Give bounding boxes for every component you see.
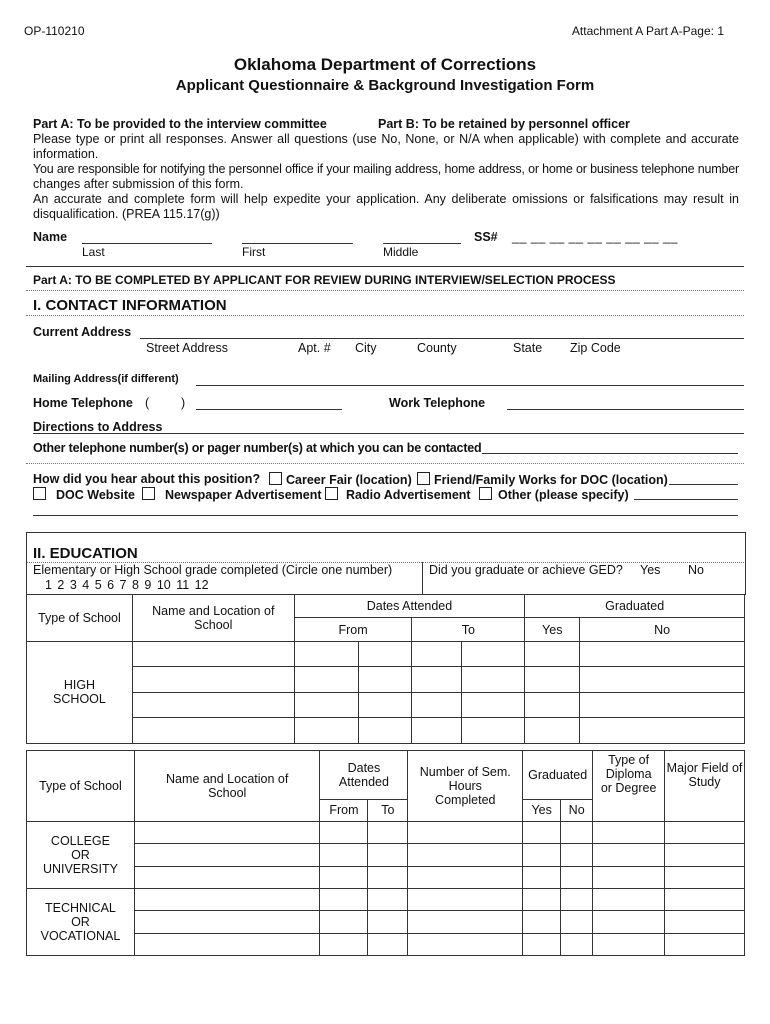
- technical-cell[interactable]: [665, 911, 745, 933]
- college-cell[interactable]: [408, 866, 523, 888]
- hs-graduated-header: Graduated: [525, 595, 745, 618]
- name-label: Name: [33, 230, 68, 244]
- technical-cell[interactable]: [320, 911, 368, 933]
- middle-name-field[interactable]: [383, 243, 461, 244]
- part-b-note: Part B: To be retained by personnel officer: [378, 117, 630, 131]
- form-subtitle: Applicant Questionnaire & Background Investigation Form: [175, 77, 595, 94]
- college-diploma-header: Type of Diploma or Degree: [593, 751, 665, 822]
- hs-yes-header: Yes: [525, 618, 580, 641]
- hs-cell[interactable]: [132, 667, 294, 693]
- technical-cell[interactable]: [320, 888, 368, 910]
- technical-cell[interactable]: [561, 911, 593, 933]
- college-dates-header: Dates Attended: [320, 751, 408, 800]
- ssn-field[interactable]: __ __ __ __ __ __ __ __ __: [512, 230, 678, 244]
- technical-cell[interactable]: [523, 888, 561, 910]
- technical-cell[interactable]: [134, 911, 320, 933]
- college-to-header: To: [368, 799, 408, 821]
- other-checkbox[interactable]: [479, 487, 492, 500]
- technical-cell[interactable]: [134, 888, 320, 910]
- hs-cell[interactable]: [525, 641, 580, 667]
- technical-cell[interactable]: [134, 933, 320, 955]
- grade-options[interactable]: 1 2 3 4 5 6 7 8 9 10 11 12: [45, 578, 209, 592]
- hs-cell[interactable]: [412, 718, 462, 744]
- hear-question: How did you hear about this position?: [33, 472, 261, 486]
- career-fair-option[interactable]: Career Fair (location): [269, 472, 412, 487]
- college-cell[interactable]: [561, 866, 593, 888]
- home-telephone-label: Home Telephone: [33, 396, 133, 410]
- hs-cell[interactable]: [462, 692, 525, 718]
- part-a-note: Part A: To be provided to the interview committee: [33, 117, 327, 131]
- college-cell[interactable]: [134, 866, 320, 888]
- college-table: [26, 750, 745, 956]
- technical-cell[interactable]: [368, 888, 408, 910]
- technical-cell[interactable]: [593, 933, 665, 955]
- college-cell[interactable]: [523, 822, 561, 844]
- college-cell[interactable]: [561, 844, 593, 866]
- college-cell[interactable]: [593, 866, 665, 888]
- technical-cell[interactable]: [665, 933, 745, 955]
- college-yes-header: Yes: [523, 799, 561, 821]
- hs-to-header: To: [412, 618, 525, 641]
- college-cell[interactable]: [320, 866, 368, 888]
- other-telephone-label: Other telephone number(s) or pager number(s) at which you can be contacted: [33, 441, 482, 455]
- college-graduated-header: Graduated: [523, 751, 593, 800]
- hs-cell[interactable]: [358, 718, 412, 744]
- college-major-header: Major Field of Study: [665, 751, 745, 822]
- first-label: First: [242, 245, 266, 259]
- college-cell[interactable]: [523, 866, 561, 888]
- college-cell[interactable]: [408, 822, 523, 844]
- technical-row-label: TECHNICAL OR VOCATIONAL: [27, 888, 135, 955]
- technical-cell[interactable]: [561, 933, 593, 955]
- other-specify-field[interactable]: [634, 499, 738, 500]
- college-cell[interactable]: [665, 866, 745, 888]
- college-name-header: Name and Location of School: [134, 751, 320, 822]
- page-label: Attachment A Part A-Page: 1: [571, 24, 724, 38]
- ged-no[interactable]: No: [688, 563, 704, 577]
- contact-heading: I. CONTACT INFORMATION: [33, 297, 227, 314]
- college-cell[interactable]: [320, 844, 368, 866]
- college-cell[interactable]: [523, 844, 561, 866]
- education-heading: II. EDUCATION: [33, 545, 138, 562]
- college-cell[interactable]: [665, 822, 745, 844]
- instructions-line: An accurate and complete form will help expedite your application. Any deliberate omissions or falsifications may result in: [33, 192, 739, 206]
- hs-cell[interactable]: [132, 641, 294, 667]
- hs-no-header: No: [580, 618, 745, 641]
- divider: [26, 463, 744, 464]
- hs-cell[interactable]: [358, 641, 412, 667]
- hs-row-label: HIGH SCHOOL: [27, 641, 133, 743]
- friend-family-checkbox[interactable]: [417, 472, 430, 485]
- college-cell[interactable]: [320, 822, 368, 844]
- newspaper-option[interactable]: Newspaper Advertisement: [142, 487, 322, 502]
- instructions-line: disqualification. (PREA 115.17(g)): [33, 207, 220, 221]
- technical-cell[interactable]: [523, 933, 561, 955]
- divider: [422, 562, 423, 594]
- college-cell[interactable]: [408, 844, 523, 866]
- other-telephone-field[interactable]: [482, 453, 738, 454]
- college-cell[interactable]: [368, 822, 408, 844]
- hs-cell[interactable]: [412, 667, 462, 693]
- college-type-header: Type of School: [27, 751, 135, 822]
- middle-label: Middle: [383, 245, 419, 259]
- hs-cell[interactable]: [525, 718, 580, 744]
- hs-cell[interactable]: [525, 667, 580, 693]
- high-school-table: [26, 594, 745, 744]
- city-label: City: [355, 341, 377, 355]
- ged-yes[interactable]: Yes: [640, 563, 661, 577]
- college-row-label: COLLEGE OR UNIVERSITY: [27, 822, 135, 889]
- technical-cell[interactable]: [561, 888, 593, 910]
- area-code-close: ): [181, 396, 186, 410]
- hs-cell[interactable]: [462, 718, 525, 744]
- work-telephone-field[interactable]: [507, 409, 744, 410]
- hs-cell[interactable]: [358, 692, 412, 718]
- grade-question: Elementary or High School grade completed (Circle one number): [33, 563, 393, 577]
- college-hours-header: Number of Sem. Hours Completed: [408, 751, 523, 822]
- hs-cell[interactable]: [580, 667, 745, 693]
- hs-cell[interactable]: [294, 641, 358, 667]
- directions-label: Directions to Address: [33, 420, 163, 434]
- other-option[interactable]: Other (please specify): [479, 487, 629, 502]
- college-cell[interactable]: [593, 822, 665, 844]
- technical-cell[interactable]: [523, 911, 561, 933]
- directions-field[interactable]: [33, 433, 744, 434]
- college-cell[interactable]: [593, 844, 665, 866]
- hs-cell[interactable]: [294, 692, 358, 718]
- instructions-line: information.: [33, 147, 99, 161]
- technical-cell[interactable]: [320, 933, 368, 955]
- hs-cell[interactable]: [132, 692, 294, 718]
- doc-website-checkbox[interactable]: [33, 487, 46, 500]
- technical-cell[interactable]: [593, 888, 665, 910]
- college-cell[interactable]: [368, 866, 408, 888]
- street-label: Street Address: [146, 341, 228, 355]
- technical-cell[interactable]: [665, 888, 745, 910]
- college-cell[interactable]: [134, 844, 320, 866]
- ged-question: Did you graduate or achieve GED?: [429, 563, 623, 577]
- form-number: OP-110210: [24, 24, 85, 38]
- friend-location-field[interactable]: [669, 484, 738, 485]
- apt-label: Apt. #: [298, 341, 331, 355]
- current-address-label: Current Address: [33, 325, 132, 339]
- technical-cell[interactable]: [408, 933, 523, 955]
- zip-label: Zip Code: [570, 341, 621, 355]
- hs-cell[interactable]: [412, 692, 462, 718]
- college-cell[interactable]: [561, 822, 593, 844]
- radio-option[interactable]: Radio Advertisement: [325, 487, 471, 502]
- divider: [26, 315, 744, 316]
- area-code-open: (: [145, 396, 150, 410]
- hs-cell[interactable]: [132, 718, 294, 744]
- other-specify-line[interactable]: [33, 515, 738, 516]
- hs-cell[interactable]: [580, 641, 745, 667]
- instructions-line: Please type or print all responses. Answer all questions (use No, None, or N/A when applicable) with complete and accurate: [33, 132, 739, 146]
- hs-cell[interactable]: [462, 667, 525, 693]
- technical-cell[interactable]: [593, 911, 665, 933]
- hs-cell[interactable]: [412, 641, 462, 667]
- ssn-label: SS#: [474, 230, 498, 244]
- last-label: Last: [82, 245, 105, 259]
- divider: [26, 266, 744, 267]
- radio-checkbox[interactable]: [325, 487, 338, 500]
- hs-cell[interactable]: [294, 718, 358, 744]
- technical-cell[interactable]: [408, 911, 523, 933]
- career-fair-checkbox[interactable]: [269, 472, 282, 485]
- hs-from-header: From: [294, 618, 412, 641]
- college-from-header: From: [320, 799, 368, 821]
- hs-cell[interactable]: [294, 667, 358, 693]
- hs-cell[interactable]: [358, 667, 412, 693]
- college-cell[interactable]: [368, 844, 408, 866]
- divider: [26, 290, 744, 291]
- home-telephone-field[interactable]: [196, 409, 342, 410]
- hs-cell[interactable]: [525, 692, 580, 718]
- county-label: County: [417, 341, 457, 355]
- part-a-banner: Part A: TO BE COMPLETED BY APPLICANT FOR REVIEW DURING INTERVIEW/SELECTION PROCESS: [33, 273, 616, 287]
- hs-dates-header: Dates Attended: [294, 595, 525, 618]
- form-title: Oklahoma Department of Corrections: [233, 55, 537, 74]
- college-cell[interactable]: [665, 844, 745, 866]
- college-no-header: No: [561, 799, 593, 821]
- technical-cell[interactable]: [368, 911, 408, 933]
- hs-cell[interactable]: [580, 718, 745, 744]
- hs-cell[interactable]: [462, 641, 525, 667]
- newspaper-checkbox[interactable]: [142, 487, 155, 500]
- current-address-field[interactable]: [140, 338, 744, 339]
- last-name-field[interactable]: [82, 243, 212, 244]
- hs-name-header: Name and Location of School: [132, 595, 294, 642]
- instructions-line: You are responsible for notifying the personnel office if your mailing address, home address, or home or business telephone number: [33, 162, 739, 176]
- college-cell[interactable]: [134, 822, 320, 844]
- mailing-address-field[interactable]: [196, 385, 744, 386]
- hs-cell[interactable]: [580, 692, 745, 718]
- technical-cell[interactable]: [408, 888, 523, 910]
- technical-cell[interactable]: [368, 933, 408, 955]
- mailing-address-label: Mailing Address(if different): [33, 373, 179, 385]
- first-name-field[interactable]: [242, 243, 353, 244]
- friend-family-option[interactable]: Friend/Family Works for DOC (location): [417, 472, 668, 487]
- instructions-line: changes after submission of this form.: [33, 177, 244, 191]
- work-telephone-label: Work Telephone: [389, 396, 486, 410]
- doc-website-option[interactable]: DOC Website: [33, 487, 135, 502]
- state-label: State: [513, 341, 543, 355]
- hs-type-header: Type of School: [27, 595, 133, 642]
